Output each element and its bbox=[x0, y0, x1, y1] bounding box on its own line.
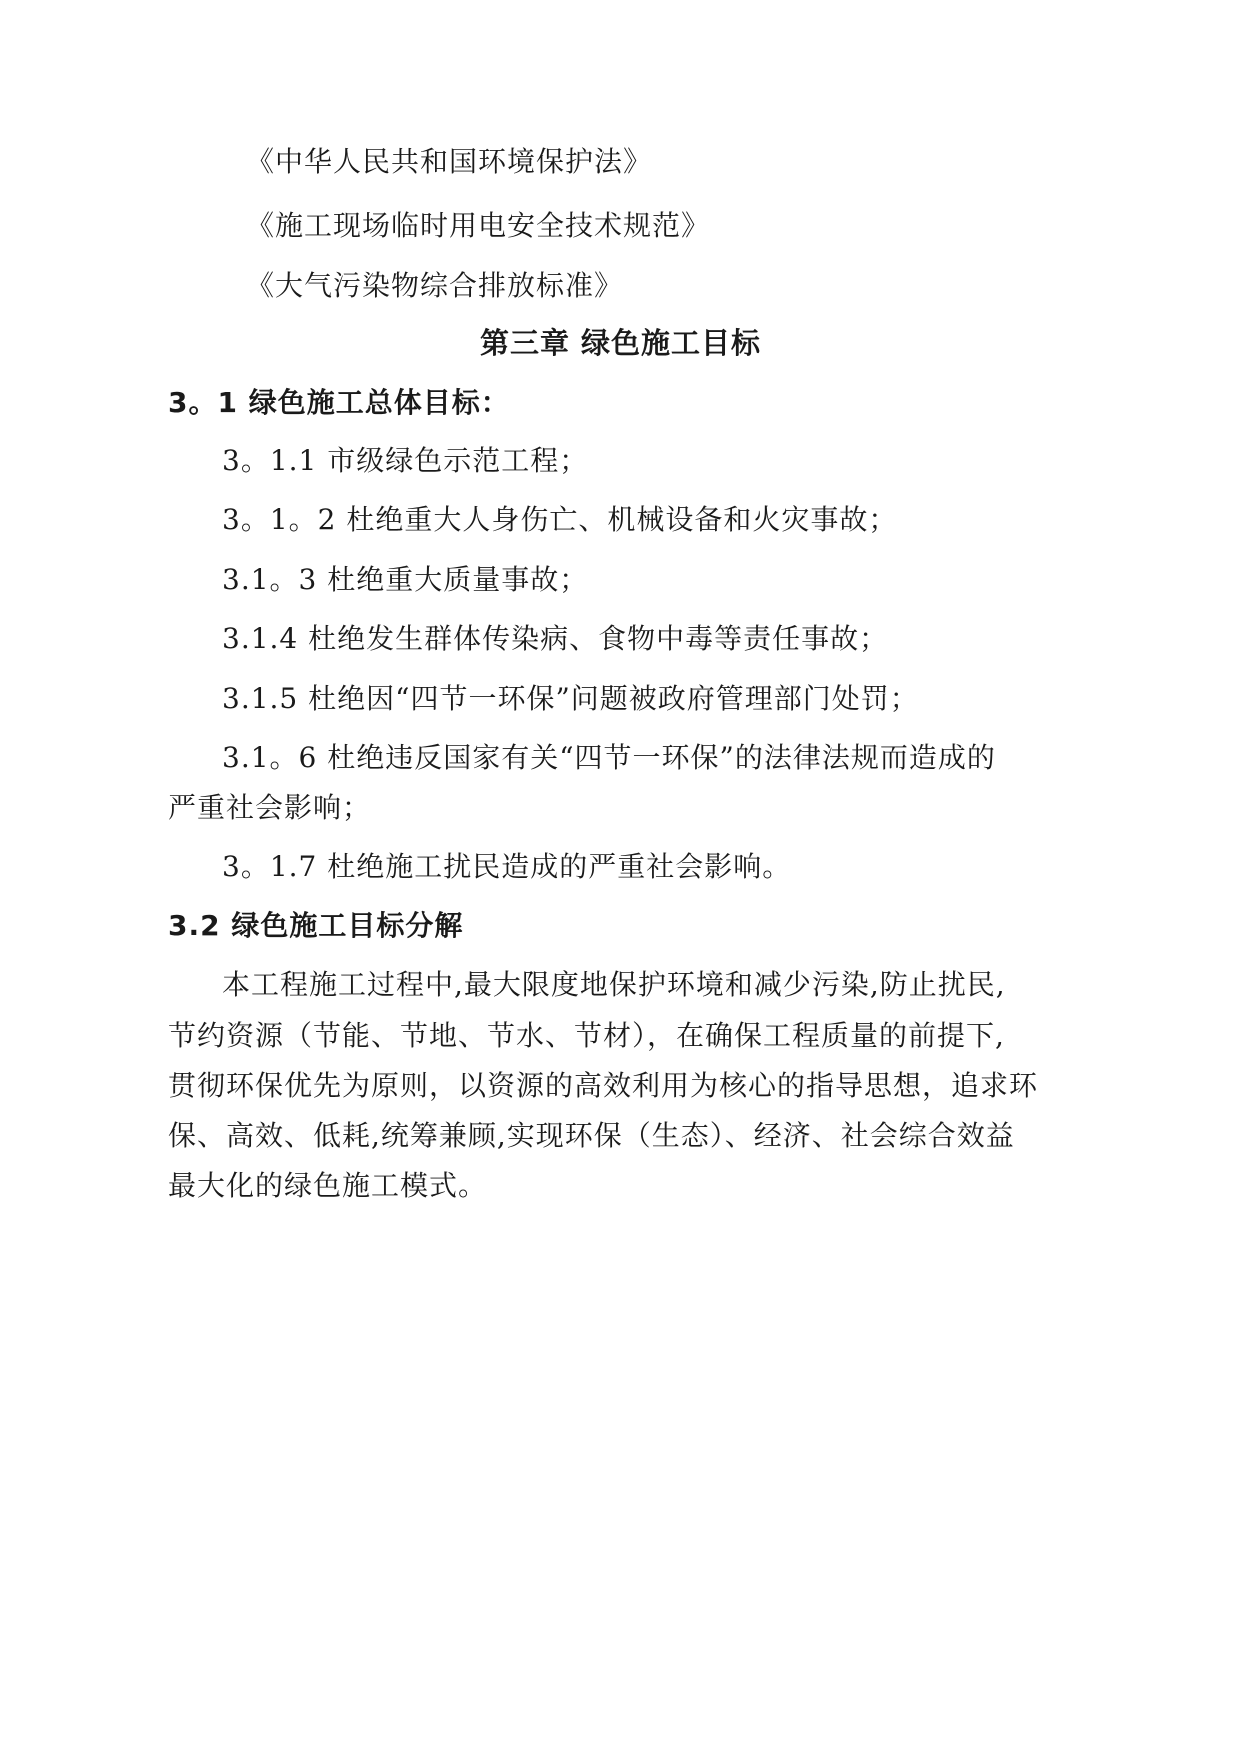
goal-item-3-1-6-continuation: 严重社会影响； bbox=[168, 791, 372, 824]
law-reference-2: 《施工现场临时用电安全技术规范》 bbox=[246, 209, 711, 242]
goal-item-3-1-1: 3。1.1 市级绿色示范工程； bbox=[222, 444, 589, 477]
paragraph-line-3: 贯彻环保优先为原则，以资源的高效利用为核心的指导思想，追求环 bbox=[168, 1069, 1039, 1102]
goal-item-3-1-5: 3.1.5 杜绝因“四节一环保”问题被政府管理部门处罚； bbox=[222, 682, 919, 715]
goal-item-3-1-3: 3.1。3 杜绝重大质量事故； bbox=[222, 563, 589, 596]
paragraph-line-4: 保、高效、低耗,统筹兼顾,实现环保（生态）、经济、社会综合效益 bbox=[168, 1119, 1015, 1152]
law-reference-3: 《大气污染物综合排放标准》 bbox=[246, 269, 624, 302]
paragraph-line-1: 本工程施工过程中,最大限度地保护环境和减少污染,防止扰民, bbox=[222, 968, 1006, 1001]
goal-item-3-1-2: 3。1。2 杜绝重大人身伤亡、机械设备和火灾事故； bbox=[222, 503, 898, 536]
goal-item-3-1-4: 3.1.4 杜绝发生群体传染病、食物中毒等责任事故； bbox=[222, 622, 889, 655]
goal-item-3-1-6: 3.1。6 杜绝违反国家有关“四节一环保”的法律法规而造成的 bbox=[222, 741, 996, 774]
law-reference-1: 《中华人民共和国环境保护法》 bbox=[246, 145, 653, 178]
goal-item-3-1-7: 3。1.7 杜绝施工扰民造成的严重社会影响。 bbox=[222, 850, 792, 883]
paragraph-line-2: 节约资源（节能、节地、节水、节材），在确保工程质量的前提下, bbox=[168, 1019, 1005, 1052]
chapter-title: 第三章 绿色施工目标 bbox=[479, 326, 762, 360]
section-3-2-heading: 3.2 绿色施工目标分解 bbox=[168, 909, 464, 942]
section-3-1-heading: 3。1 绿色施工总体目标： bbox=[168, 386, 510, 419]
paragraph-line-5: 最大化的绿色施工模式。 bbox=[168, 1169, 488, 1202]
